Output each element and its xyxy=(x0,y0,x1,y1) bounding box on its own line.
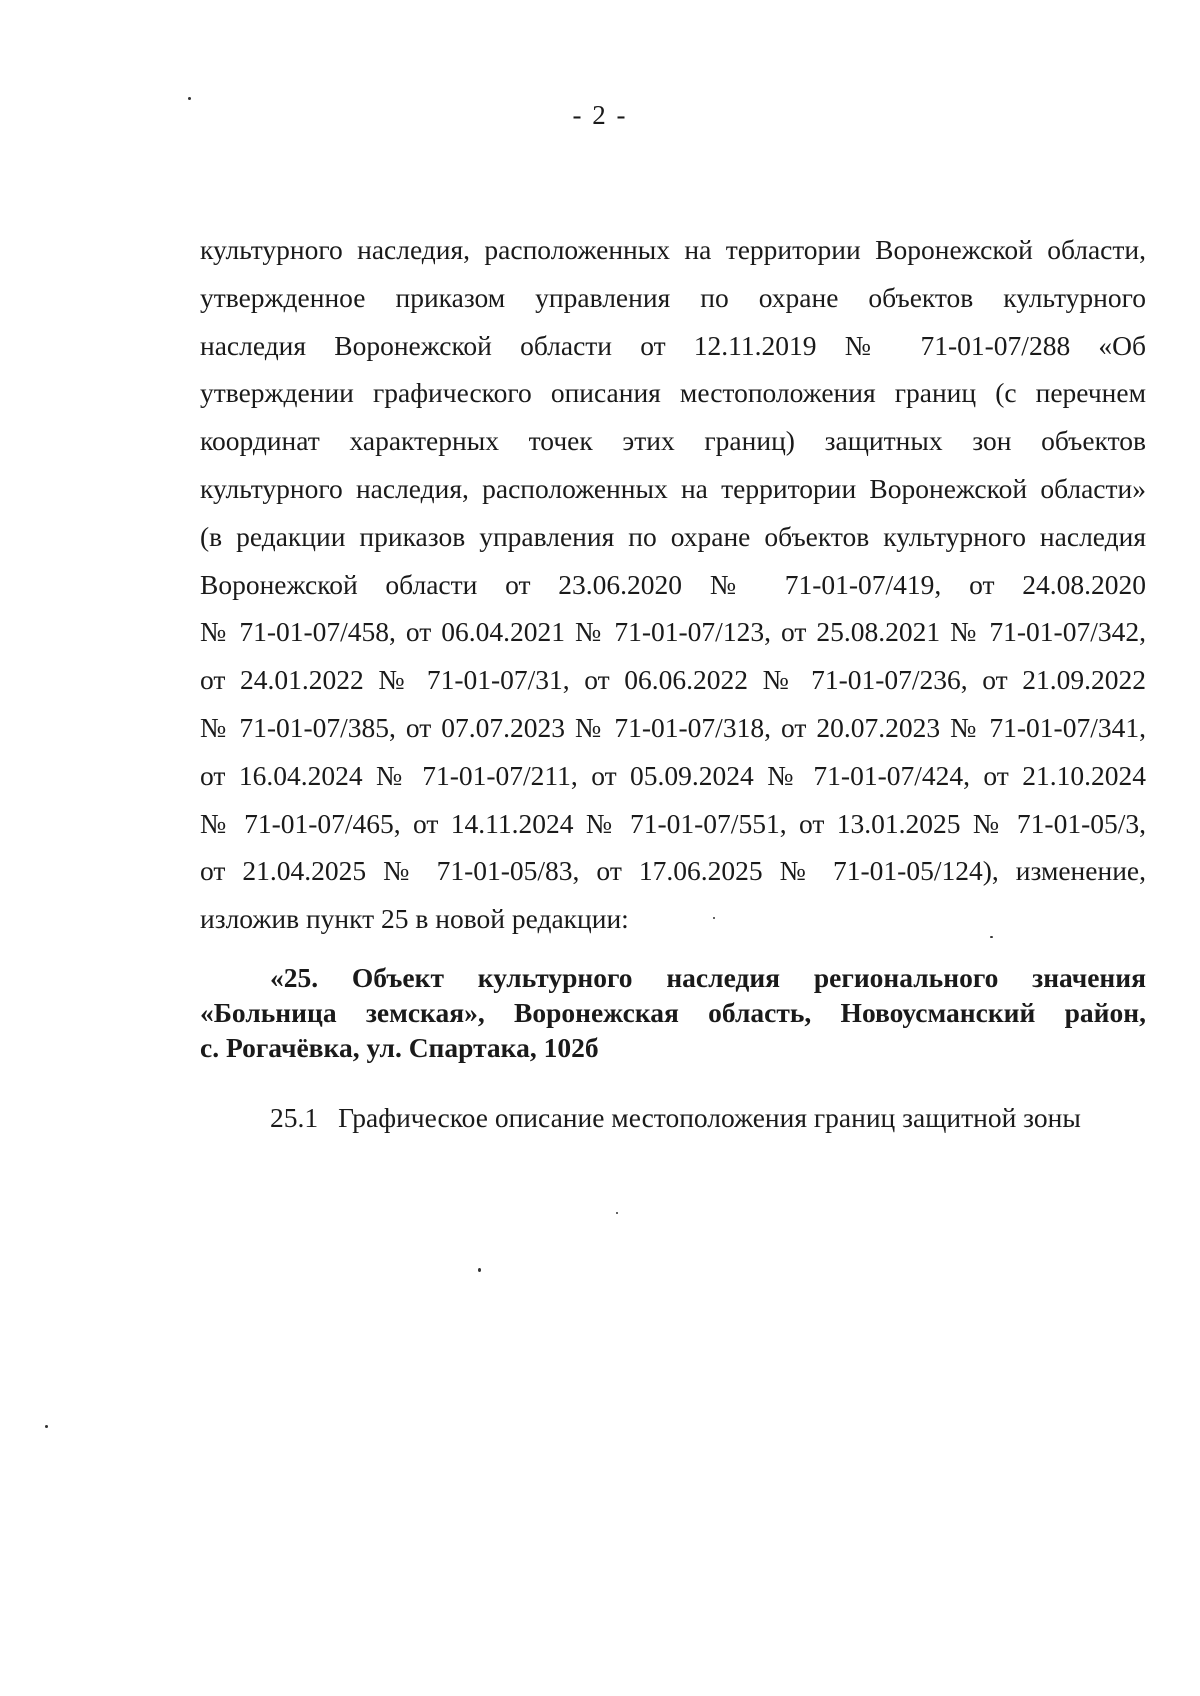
heading-line: «Больница земская», Воронежская область, Новоусманский район, xyxy=(200,997,1146,1028)
main-paragraph xyxy=(200,226,1146,943)
scan-speck xyxy=(188,97,191,100)
heading-line: «25. Объект культурного наследия регионального значения xyxy=(270,962,1146,993)
heading-line: с. Рогачёвка, ул. Спартака, 102б xyxy=(200,1032,599,1063)
paragraph-line: Воронежской области от 23.06.2020 № 71-01-07/419, от 24.08.2020 xyxy=(200,568,1146,600)
paragraph-line: от 24.01.2022 № 71-01-07/31, от 06.06.2022 № 71-01-07/236, от 21.09.2022 xyxy=(200,664,1146,696)
paragraph-line: культурного наследия, расположенных на территории Воронежской области, xyxy=(200,234,1146,265)
paragraph-line: утверждении графического описания местоположения границ (с перечнем xyxy=(200,377,1146,409)
item-25-heading xyxy=(200,960,1146,1065)
subitem-25-1 xyxy=(270,1102,1081,1134)
subitem-number: 25.1 xyxy=(270,1102,319,1133)
paragraph-line: изложив пункт 25 в новой редакции: xyxy=(200,903,629,935)
paragraph-line: от 16.04.2024 № 71-01-07/211, от 05.09.2024 № 71-01-07/424, от 21.10.2024 xyxy=(200,759,1146,791)
paragraph-line: от 21.04.2025 № 71-01-05/83, от 17.06.2025 № 71-01-05/124), изменение, xyxy=(200,855,1146,887)
paragraph-line: № 71-01-07/385, от 07.07.2023 № 71-01-07/318, от 20.07.2023 № 71-01-07/341, xyxy=(200,711,1146,743)
paragraph-line: (в редакции приказов управления по охране объектов культурного наследия xyxy=(200,520,1146,552)
scan-speck xyxy=(990,936,993,938)
paragraph-line: № 71-01-07/465, от 14.11.2024 № 71-01-07/551, от 13.01.2025 № 71-01-05/3, xyxy=(200,807,1146,839)
scan-speck xyxy=(478,1268,481,1272)
scan-speck xyxy=(713,917,715,919)
paragraph-line: координат характерных точек этих границ) защитных зон объектов xyxy=(200,425,1146,457)
scan-speck xyxy=(45,1425,48,1428)
paragraph-line: культурного наследия, расположенных на территории Воронежской области» xyxy=(200,472,1146,504)
paragraph-line: № 71-01-07/458, от 06.04.2021 № 71-01-07/123, от 25.08.2021 № 71-01-07/342, xyxy=(200,616,1146,648)
paragraph-line: утвержденное приказом управления по охране объектов культурного xyxy=(200,281,1146,313)
paragraph-line: наследия Воронежской области от 12.11.2019 № 71-01-07/288 «Об xyxy=(200,329,1146,361)
scan-speck xyxy=(616,1212,618,1214)
page-number: - 2 - xyxy=(572,100,628,130)
subitem-text: Графическое описание местоположения границ защитной зоны xyxy=(338,1102,1081,1133)
